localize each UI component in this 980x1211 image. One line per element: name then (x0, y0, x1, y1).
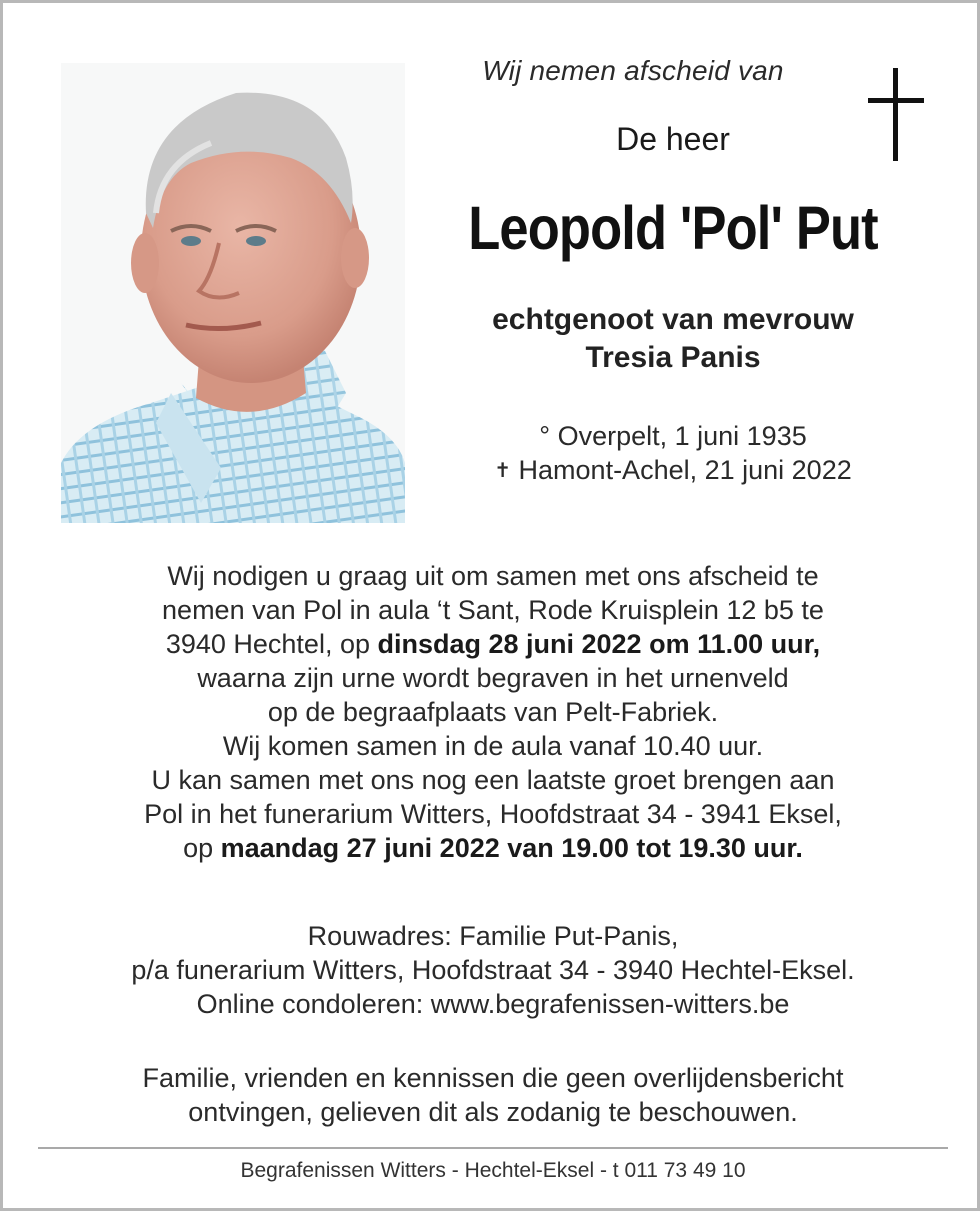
funeral-date-time: dinsdag 28 juni 2022 om 11.00 uur, (377, 629, 821, 659)
invitation-line: op de begraafplaats van Pelt-Fabriek. (267, 697, 719, 727)
invitation-line (43, 831, 943, 865)
birth-date: ° Overpelt, 1 juni 1935 (539, 421, 807, 451)
intro-text: Wij nemen afscheid van (482, 55, 784, 86)
notice-line: ontvingen, gelieven dit als zodanig te beschouwen. (188, 1097, 798, 1127)
spouse-name: Tresia Panis (585, 341, 761, 374)
death-cross-icon: ✝ (494, 460, 512, 482)
death-date-line (423, 453, 923, 488)
invitation-text-part: 3940 Hechtel, op (165, 629, 378, 659)
mourning-address (43, 919, 943, 1021)
spouse-line-1: echtgenoot van mevrouw (492, 303, 854, 336)
invitation-line: Wij nodigen u graag uit om samen met ons afscheid te (167, 561, 819, 591)
invitation-text (43, 559, 943, 865)
invitation-text-part: op (183, 833, 221, 863)
invitation-line (43, 627, 943, 661)
portrait-illustration (61, 63, 405, 523)
invitation-line: U kan samen met ons nog een laatste groet brengen aan (151, 765, 835, 795)
address-line: p/a funerarium Witters, Hoofdstraat 34 - 3940 Hechtel-Eksel. (131, 955, 855, 985)
life-dates (423, 419, 923, 488)
notice-line: Familie, vrienden en kennissen die geen overlijdensbericht (142, 1063, 844, 1093)
visitation-date-time: maandag 27 juni 2022 van 19.00 tot 19.30 uur. (220, 833, 803, 863)
family-notice (43, 1061, 943, 1129)
footer-text: Begrafenissen Witters - Hechtel-Eksel - t 011 73 49 10 (240, 1159, 746, 1182)
spouse-info (423, 301, 923, 377)
invitation-line: Pol in het funerarium Witters, Hoofdstraat 34 - 3941 Eksel, (144, 799, 842, 829)
deceased-name: Leopold 'Pol' Put (468, 194, 878, 262)
footer-divider (38, 1147, 948, 1149)
condolence-line: Online condoleren: www.begrafenissen-witters.be (196, 989, 790, 1019)
portrait-photo (61, 63, 405, 523)
invitation-line: Wij komen samen in de aula vanaf 10.40 uur. (222, 731, 764, 761)
salutation: De heer (616, 121, 730, 157)
death-date: Hamont-Achel, 21 juni 2022 (518, 455, 852, 485)
invitation-line: waarna zijn urne wordt begraven in het urnenveld (197, 663, 789, 693)
invitation-line: nemen van Pol in aula ‘t Sant, Rode Kruisplein 12 b5 te (162, 595, 824, 625)
address-line: Rouwadres: Familie Put-Panis, (307, 921, 679, 951)
